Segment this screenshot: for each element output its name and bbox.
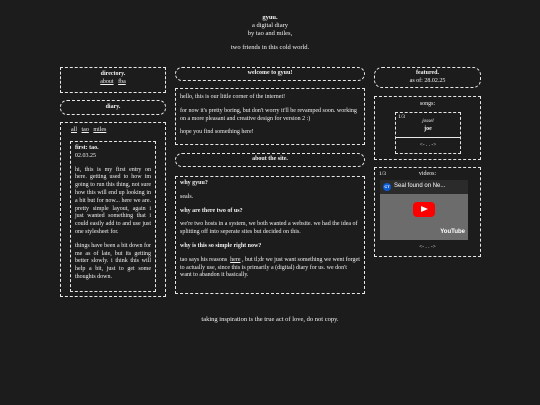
- song-counter: 1/3: [398, 114, 406, 120]
- faq-answer: [180, 257, 360, 280]
- video-thumbnail[interactable]: [380, 180, 468, 240]
- directory-title: directory.: [100, 71, 126, 77]
- welcome-paragraph: hope you find something here!: [180, 129, 254, 136]
- video-title: Seal found on Ne...: [394, 183, 446, 189]
- about-box: [175, 176, 365, 294]
- featured-heading: [374, 67, 481, 88]
- featured-date: as of: 28.02.25: [409, 77, 446, 84]
- diary-tab-tao[interactable]: tao: [81, 127, 89, 133]
- play-button-icon[interactable]: [413, 202, 435, 217]
- reasons-link[interactable]: here: [230, 256, 241, 263]
- videos-box: [374, 167, 481, 257]
- about-heading: [175, 153, 365, 167]
- faq-answer: we're two hosts in a system, we both wanted a website. we had the idea of splitting off into seperate sites but decided on this.: [180, 221, 358, 236]
- site-title: gyuu.: [262, 14, 278, 21]
- song-card: [395, 112, 461, 154]
- site-byline: by tao and miles,: [247, 30, 293, 38]
- directory-box: [60, 67, 166, 93]
- song-artist: jossel: [422, 119, 434, 124]
- directory-link-about[interactable]: about: [100, 78, 114, 85]
- site-subtitle: a digital diary: [251, 22, 289, 30]
- faq-answer-text: tao says his reasons: [180, 256, 228, 263]
- entry-date: 02.03.25: [75, 152, 96, 159]
- diary-tabs: [71, 127, 106, 135]
- welcome-heading: [175, 67, 365, 81]
- featured-title: featured.: [415, 70, 440, 76]
- welcome-box: [175, 88, 365, 145]
- diary-entry: [70, 141, 156, 292]
- videos-counter: 1/3: [379, 171, 387, 177]
- site-header: [0, 14, 540, 53]
- videos-label: videos:: [418, 171, 437, 177]
- diary-tab-all[interactable]: all: [71, 127, 77, 133]
- entry-paragraph: things have been a bit down for me as of late, but its getting better slowly. i think this will help a bit, just to get some thoughts down.: [75, 242, 151, 280]
- faq-question: why is this so simple right now?: [180, 242, 262, 249]
- faq-answer: seals.: [180, 193, 194, 200]
- about-title: about the site.: [252, 156, 288, 162]
- welcome-paragraph: for now it's pretty boring, but don't worry it'll be revamped soon. working on a more pleasant and creative design for version 2 :): [180, 107, 357, 122]
- channel-avatar-icon: CT: [384, 184, 390, 189]
- diary-box: [60, 122, 166, 297]
- directory-link-fba[interactable]: fba: [118, 78, 126, 85]
- diary-title: diary.: [105, 104, 121, 110]
- welcome-paragraph: hello, this is our little corner of the internet!: [180, 94, 286, 100]
- diary-heading: [60, 100, 166, 115]
- diary-tab-miles[interactable]: miles: [93, 127, 107, 133]
- songs-label: songs:: [419, 101, 436, 107]
- faq-question: why are there two of us?: [180, 207, 243, 214]
- song-nav[interactable]: <- . . ->: [419, 142, 437, 148]
- faq-question: why gyuu?: [180, 180, 208, 186]
- entry-title: first: tao.: [75, 145, 99, 151]
- songs-box: [374, 96, 481, 160]
- song-divider: [396, 137, 460, 138]
- faq-answer-text: , but tl;dr we just want something we went forget to actually use, since this is primarily a (digital) diary for us. we don't want to abandon it basically.: [180, 256, 360, 279]
- site-tagline: two friends in this cold world.: [230, 44, 310, 52]
- video-nav[interactable]: <- . . ->: [419, 244, 436, 250]
- entry-paragraph: hi, this is my first entry on here. getting used to how im going to run this thing, not sure how this will end up looking in a bit but for now... here we are. pretty simple layout, again i just wanted something that i could easily add to and use just one stylesheet for.: [75, 166, 151, 235]
- youtube-logo: YouTube: [440, 229, 465, 236]
- site-footer: taking inspiration is the true act of love, do not copy.: [201, 316, 339, 323]
- song-title[interactable]: joe: [424, 126, 432, 132]
- welcome-title: welcome to gyuu!: [247, 70, 293, 76]
